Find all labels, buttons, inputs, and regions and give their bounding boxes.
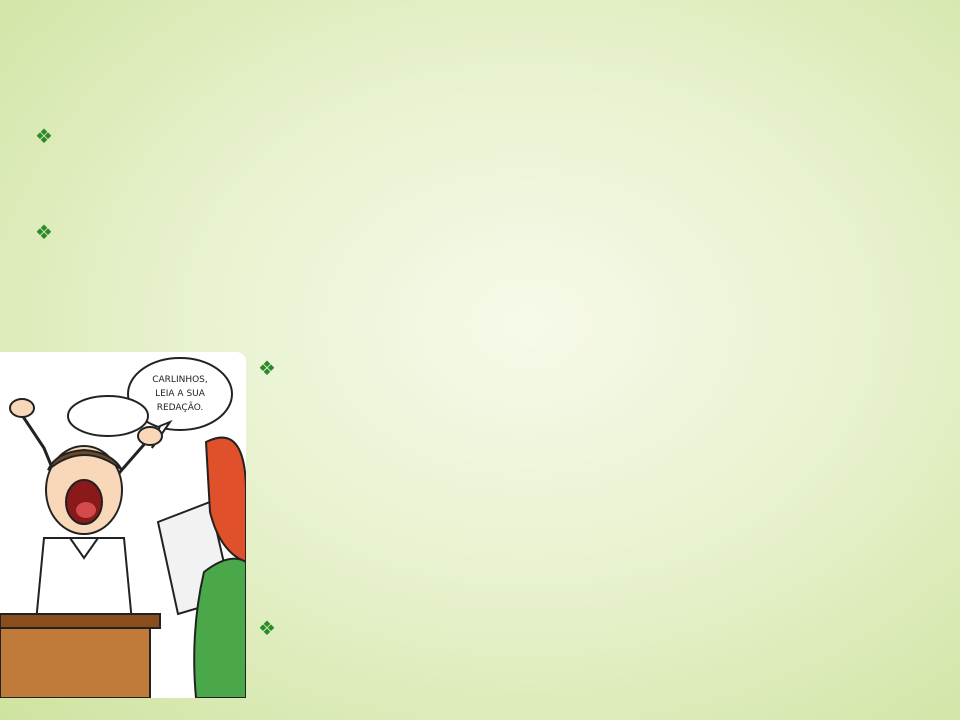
cartoon-illustration [0,352,246,698]
bullet-1 [35,120,925,152]
diamond-bullet-icon: ❖ [35,124,53,148]
teacher-speech-line-2: LEIA A SUA [155,389,205,399]
cartoon-drawing [0,352,246,698]
bullet-2 [35,216,925,248]
diamond-bullet-icon: ❖ [258,356,276,380]
diamond-bullet-icon: ❖ [258,616,276,640]
bullet-3 [258,352,926,384]
teacher-speech-line-1: CARLINHOS, [152,375,208,385]
bullet-4 [258,612,926,644]
teacher-speech-line-3: REDAÇÃO. [156,403,204,413]
diamond-bullet-icon: ❖ [35,220,53,244]
